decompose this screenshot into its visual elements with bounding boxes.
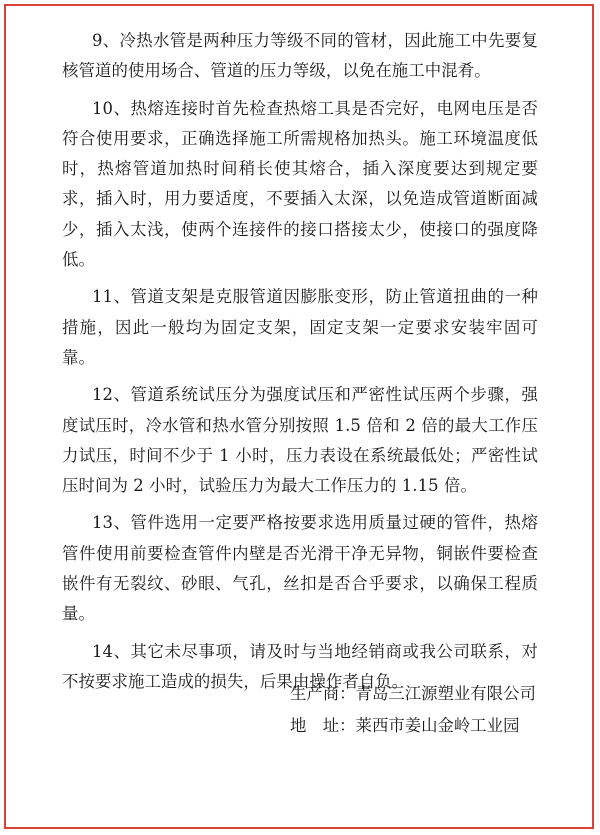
paragraph-12: 12、管道系统试压分为强度试压和严密性试压两个步骤，强度试压时，冷水管和热水管分别按照 1.5 倍和 2 倍的最大工作压力试压，时间不少于 1 小时，压力表设在系统最低处；严密性试压时间为 2 小时，试验压力为最大工作压力的 1.15 倍。 <box>62 385 538 496</box>
paragraph-14: 14、其它未尽事项，请及时与当地经销商或我公司联系，对不按要求施工造成的损失，后果由操作者自负。 <box>62 641 538 691</box>
paragraph-9: 9、冷热水管是两种压力等级不同的管材，因此施工中先要复核管道的使用场合、管道的压力等级，以免在施工中混肴。 <box>62 31 538 81</box>
paragraph-13: 13、管件选用一定要严格按要求选用质量过硬的管件，热熔管件使用前要检查管件内壁是否光滑干净无异物，铜嵌件要检查嵌件有无裂纹、砂眼、气孔，丝扣是否合乎要求，以确保工程质量。 <box>62 513 538 624</box>
address-line: 地 址：莱西市姜山金岭工业园 <box>290 716 520 735</box>
paragraph-10: 10、热熔连接时首先检查热熔工具是否完好，电网电压是否符合使用要求，正确选择施工所需规格加热头。施工环境温度低时，热熔管道加热时间稍长使其熔合，插入深度要达到规定要求，插入时，用力要适度，不要插入太深，以免造成管道断面减少，插入太浅，使两个连接件的接口搭接太少，使接口的强度降低。 <box>62 98 538 270</box>
company-footer <box>290 678 580 742</box>
manufacturer-line: 生产商：青岛三江源塑业有限公司 <box>290 684 536 703</box>
instructions-body <box>62 26 538 704</box>
paragraph-11: 11、管道支架是克服管道因膨胀变形，防止管道扭曲的一种措施，因此一般均为固定支架，固定支架一定要求安装牢固可靠。 <box>62 287 538 367</box>
